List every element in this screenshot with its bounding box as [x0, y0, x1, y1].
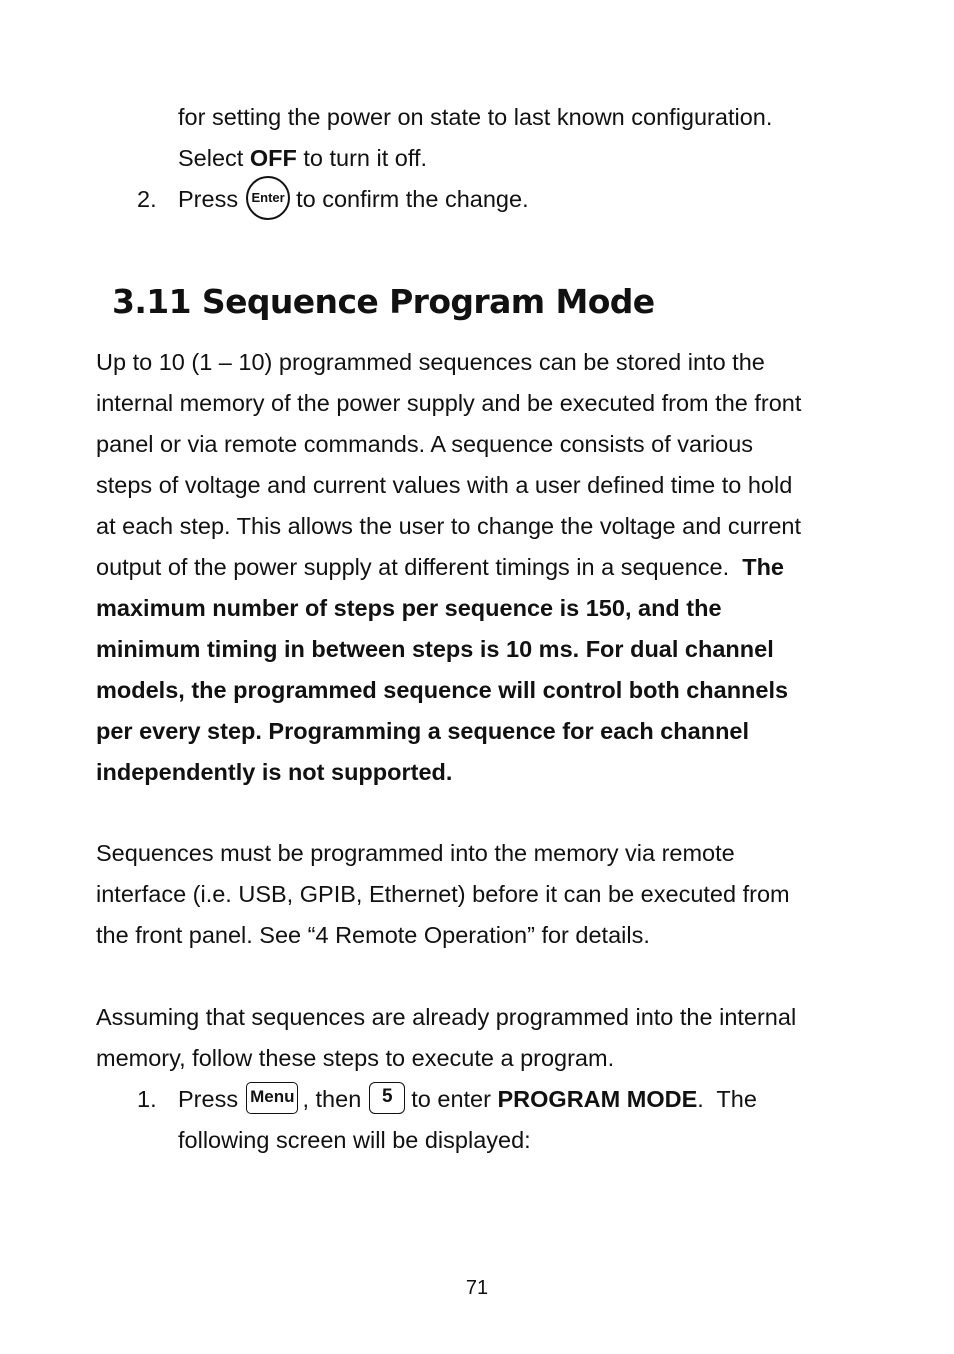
paragraph-line: steps of voltage and current values with a user defined time to hold [96, 472, 793, 498]
paragraph-line: memory, follow these steps to execute a program. [96, 1045, 615, 1071]
section-heading: 3.11 Sequence Program Mode [112, 282, 655, 321]
paragraph-line: interface (i.e. USB, GPIB, Ethernet) before it can be executed from [96, 881, 790, 907]
intro-line [178, 138, 427, 179]
number-5-key-icon: 5 [369, 1082, 405, 1114]
step-text: , then [302, 1086, 362, 1112]
step-number: 2. [137, 186, 157, 212]
program-mode-label: PROGRAM MODE [497, 1086, 698, 1112]
paragraph-line: the front panel. See “4 Remote Operation” for details. [96, 922, 650, 948]
paragraph-line: at each step. This allows the user to change the voltage and current [96, 513, 801, 539]
emphasis-line: minimum timing in between steps is 10 ms. For dual channel [96, 636, 774, 662]
instruction-step [178, 179, 529, 220]
menu-key-icon: Menu [246, 1082, 298, 1114]
enter-key-icon: Enter [246, 176, 290, 220]
step-text: to enter [411, 1086, 498, 1112]
emphasis-line: independently is not supported. [96, 759, 453, 785]
step-text-line: following screen will be displayed: [178, 1127, 531, 1153]
emphasis-line: per every step. Programming a sequence for each channel [96, 718, 750, 744]
paragraph-text: output of the power supply at different timings in a sequence. [96, 554, 743, 580]
intro-text: Select [178, 145, 250, 171]
step-text: to confirm the change. [296, 186, 529, 212]
paragraph-line: Sequences must be programmed into the memory via remote [96, 840, 735, 866]
paragraph-line: Assuming that sequences are already programmed into the internal [96, 1004, 797, 1030]
paragraph-line: Up to 10 (1 – 10) programmed sequences can be stored into the [96, 349, 765, 375]
step-text: Press [178, 1086, 239, 1112]
intro-line: for setting the power on state to last known configuration. [178, 104, 773, 130]
step-text: Press [178, 186, 239, 212]
instruction-step [178, 1079, 757, 1120]
emphasis-text: The [742, 554, 784, 580]
paragraph-line: panel or via remote commands. A sequence consists of various [96, 431, 754, 457]
page-number: 71 [465, 1277, 489, 1299]
emphasis-line: maximum number of steps per sequence is 150, and the [96, 595, 722, 621]
step-text: . The [697, 1086, 757, 1112]
off-setting-label: OFF [249, 145, 297, 171]
emphasis-line: models, the programmed sequence will control both channels [96, 677, 789, 703]
step-number: 1. [137, 1086, 157, 1112]
intro-text: to turn it off. [296, 145, 428, 171]
paragraph-line [96, 547, 784, 588]
paragraph-line: internal memory of the power supply and be executed from the front [96, 390, 802, 416]
